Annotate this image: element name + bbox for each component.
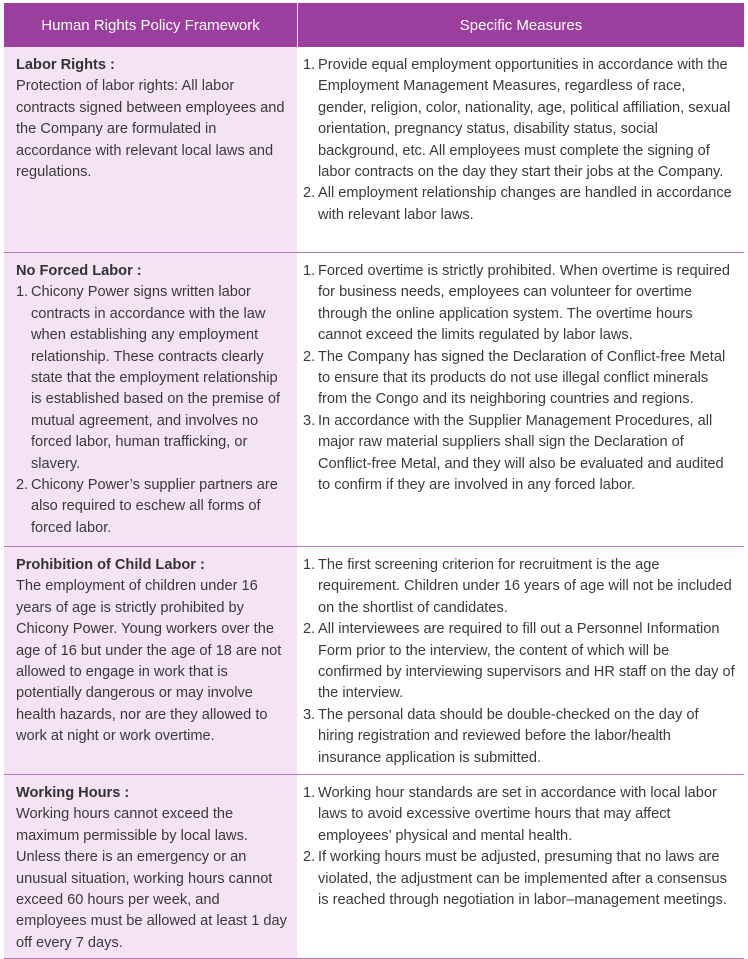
measures-cell <box>297 547 744 774</box>
policy-list <box>16 282 289 539</box>
list-item: 2. The Company has signed the Declaration of Conflict-free Metal to ensure that its products do not use illegal conflict minerals from the Congo and its neighboring countries and regions. <box>303 348 726 408</box>
measures-cell <box>297 47 744 252</box>
measures-list <box>303 783 736 911</box>
policy-cell <box>4 775 297 958</box>
policy-cell <box>4 47 297 252</box>
measures-cell <box>297 775 744 958</box>
list-item: 1. Working hour standards are set in accordance with local labor laws to avoid excessive overtime hours that may affect employees’ physical and mental health. <box>303 785 717 844</box>
table-header <box>4 3 744 47</box>
list-item: 2. If working hours must be adjusted, presuming that no laws are violated, the adjustment can be implemented after a consensus is reached through negotiation in labor–management meetings. <box>303 849 727 909</box>
policy-title: Prohibition of Child Labor : <box>16 557 205 573</box>
policy-text: Protection of labor rights: All labor contracts signed between employees and the Company are formulated in accordance with relevant local laws and regulations. <box>16 78 285 181</box>
list-item: 2. Chicony Power’s supplier partners are also required to eschew all forms of forced labor. <box>16 477 278 536</box>
list-item: 1. The first screening criterion for recruitment is the age requirement. Children under 16 years of age will not be included on the shortlist of candidates. <box>303 557 732 616</box>
policy-cell <box>4 253 297 546</box>
header-policy-framework: Human Rights Policy Framework <box>4 3 298 47</box>
measures-list <box>303 555 736 769</box>
list-item: 2. All interviewees are required to fill out a Personnel Information Form prior to the interview, the content of which will be confirmed by interviewing supervisors and HR staff on the day of the interview. <box>303 621 735 702</box>
list-item: 2. All employment relationship changes are handled in accordance with relevant labor laws. <box>303 185 732 223</box>
policy-title: Working Hours : <box>16 785 130 801</box>
policy-table <box>4 3 744 959</box>
list-item: 3. The personal data should be double-checked on the day of hiring registration and reviewed before the labor/health insurance application is submitted. <box>303 706 699 766</box>
measures-list <box>303 261 736 496</box>
measures-list <box>303 55 736 226</box>
table-row <box>4 775 744 959</box>
list-item: 3. In accordance with the Supplier Management Procedures, all major raw material suppliers shall sign the Declaration of Conflict-free Metal, and they will also be evaluated and audited to confirm if they are involved in any forced labor. <box>303 412 724 494</box>
list-item: 1. Chicony Power signs written labor contracts in accordance with the law when establishing any employment relationship. These contracts clearly state that the employment relationship is established based on the premise of mutual agreement, and involves no forced labor, human trafficking, or slavery. <box>16 284 281 472</box>
policy-text: The employment of children under 16 years of age is strictly prohibited by Chicony Power. Young workers over the age of 16 but under the age of 18 are not allowed to engage in work that is potentially dangerous or may involve health hazards, nor are they allowed to work at night or work overtime. <box>16 578 282 745</box>
policy-cell <box>4 547 297 774</box>
list-item: 1. Provide equal employment opportunities in accordance with the Employment Management Measures, regardless of race, gender, religion, color, nationality, age, political affiliation, sexual orientation, pregnancy status, disability status, social background, etc. All employees must complete the signing of labor contracts on the day they start their jobs at the Company. <box>303 57 731 181</box>
header-specific-measures: Specific Measures <box>459 16 583 34</box>
table-row <box>4 253 744 547</box>
policy-title: No Forced Labor : <box>16 263 142 279</box>
policy-title: Labor Rights : <box>16 57 115 73</box>
policy-text: Working hours cannot exceed the maximum permissible by local laws. Unless there is an emergency or an unusual situation, working hours cannot exceed 60 hours per week, and employees must be allowed at least 1 day off every 7 days. <box>16 806 287 951</box>
table-row <box>4 47 744 253</box>
table-row <box>4 547 744 775</box>
list-item: 1. Forced overtime is strictly prohibited. When overtime is required for business needs, employees can volunteer for overtime through the online application system. The overtime hours cannot exceed the limits regulated by labor laws. <box>303 263 731 344</box>
measures-cell <box>297 253 744 546</box>
